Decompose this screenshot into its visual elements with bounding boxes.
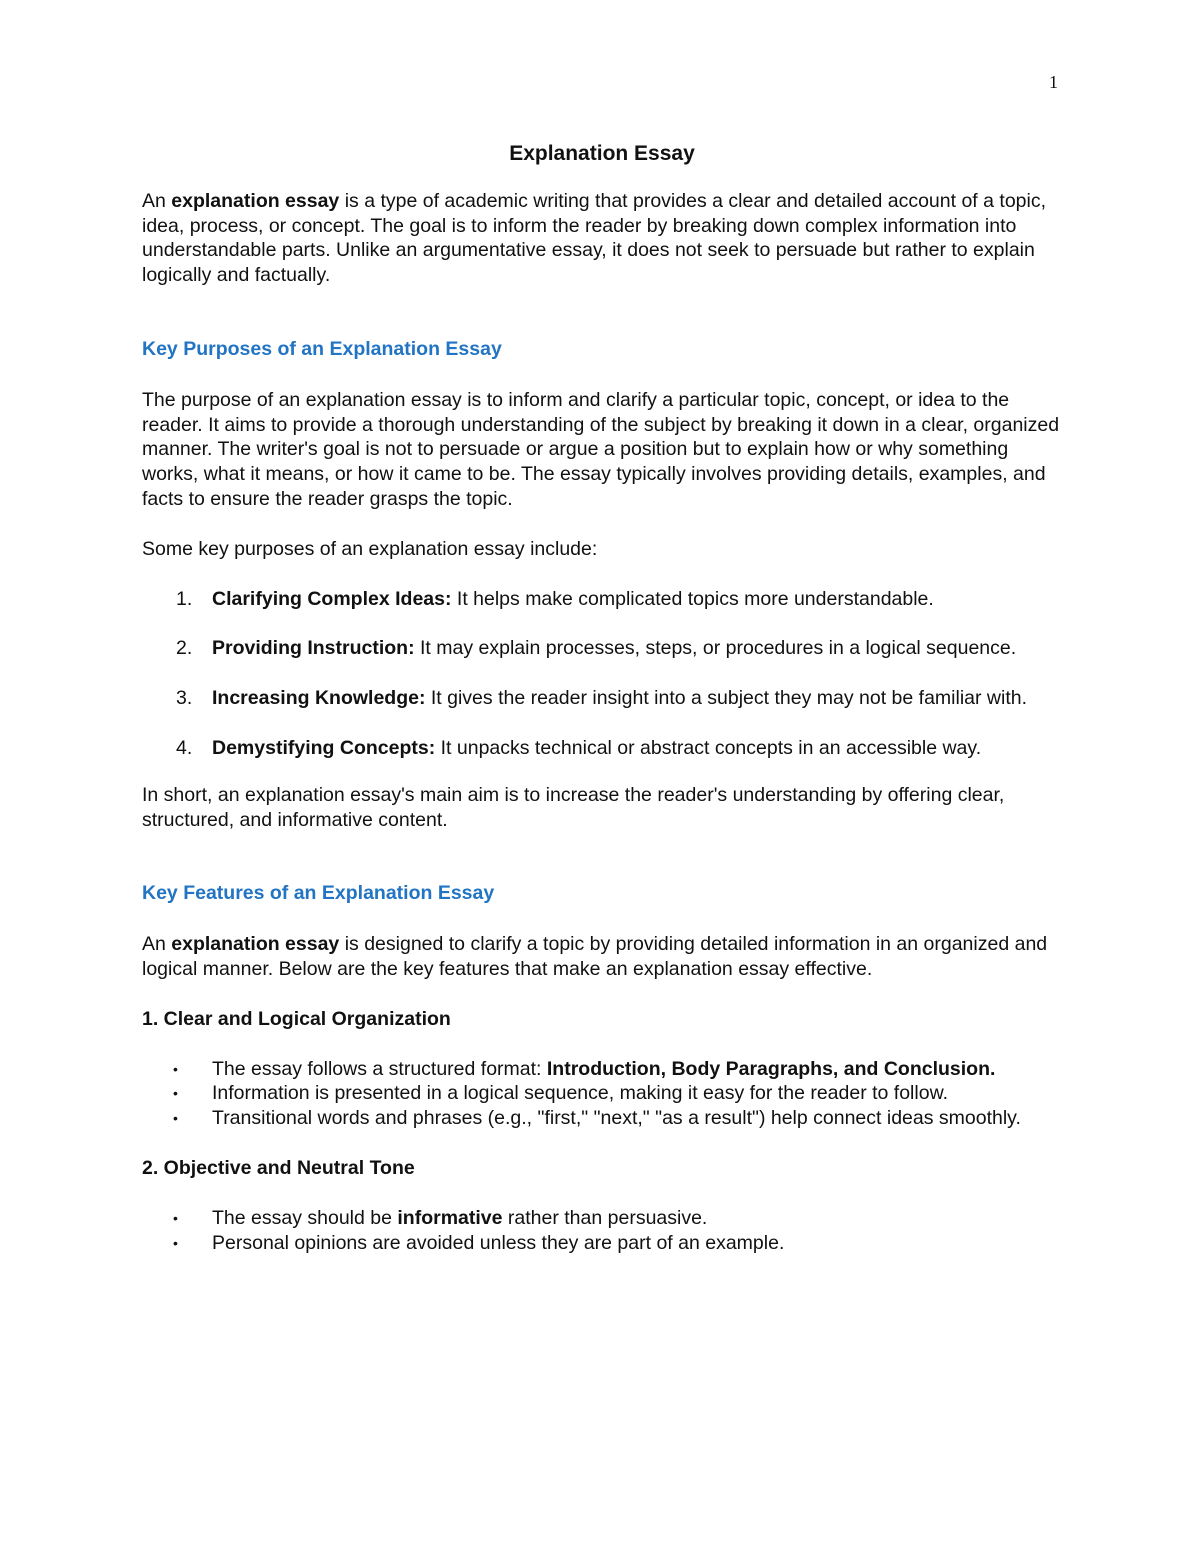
list-text: It gives the reader insight into a subject they may not be familiar with. <box>425 687 1028 710</box>
bullet-item <box>142 1231 1062 1256</box>
bullet-text: Information is presented in a logical sequence, making it easy for the reader to follow. <box>212 1082 948 1105</box>
bullet-item <box>142 1081 1062 1106</box>
page-title: Explanation Essay <box>509 142 695 165</box>
subheading-organization: 1. Clear and Logical Organization <box>142 1007 451 1030</box>
purposes-list <box>142 587 1062 761</box>
list-item <box>142 636 1062 661</box>
list-text: It helps make complicated topics more understandable. <box>451 587 934 610</box>
bullet-icon: • <box>173 1085 178 1102</box>
features-intro <box>142 932 1062 982</box>
list-number: 4. <box>176 736 193 759</box>
tone-bullets <box>142 1206 1062 1256</box>
bullet-end: rather than persuasive. <box>502 1206 708 1229</box>
intro-paragraph <box>142 189 1062 288</box>
purposes-closing: In short, an explanation essay's main aim is to increase the reader's understanding by offering clear, structured, and informative content. <box>142 783 1005 831</box>
page-number: 1 <box>1049 72 1058 92</box>
list-number: 1. <box>176 587 193 610</box>
bullet-bold: Introduction, Body Paragraphs, and Conclusion <box>546 1057 991 1080</box>
list-number: 3. <box>176 687 193 710</box>
intro-bold-term: explanation essay <box>171 189 340 212</box>
bullet-item <box>142 1106 1062 1131</box>
features-heading: Key Features of an Explanation Essay <box>142 882 495 905</box>
bullet-icon: • <box>173 1209 178 1226</box>
bullet-item <box>142 1206 1062 1231</box>
list-term: Clarifying Complex Ideas: <box>212 587 452 610</box>
purposes-heading: Key Purposes of an Explanation Essay <box>142 337 502 360</box>
organization-bullets <box>142 1057 1062 1131</box>
features-intro-start: An <box>142 933 172 956</box>
list-number: 2. <box>176 637 193 660</box>
purposes-lead: Some key purposes of an explanation essay include: <box>142 537 598 560</box>
bullet-text: Personal opinions are avoided unless they are part of an example. <box>212 1231 785 1254</box>
features-intro-end: is designed to clarify a topic by providing detailed information in an organized and logical manner. Below are the key features that make an explanation essay effective. <box>142 933 1048 980</box>
bullet-icon: • <box>173 1234 178 1251</box>
list-term: Increasing Knowledge: <box>212 687 426 710</box>
bullet-text: Transitional words and phrases (e.g., "first," "next," "as a result") help connect ideas smoothly. <box>212 1107 1021 1130</box>
list-item <box>142 587 1062 612</box>
bullet-icon: • <box>173 1110 178 1127</box>
bullet-text: The essay should be <box>212 1206 398 1229</box>
purposes-paragraph: The purpose of an explanation essay is to inform and clarify a particular topic, concept, or idea to the reader. It aims to provide a thorough understanding of the subject by breaking it down in a clear, organized manner. The writer's goal is not to persuade or argue a position but to explain how or why something works, what it means, or how it came to be. The essay typically involves providing details, examples, and facts to ensure the reader grasps the topic. <box>142 388 1060 510</box>
list-item <box>142 736 1062 761</box>
list-term: Demystifying Concepts: <box>212 736 436 759</box>
features-intro-bold: explanation essay <box>171 933 340 956</box>
list-item <box>142 686 1062 711</box>
bullet-item <box>142 1057 1062 1082</box>
bullet-bold: informative <box>397 1206 503 1229</box>
list-text: It unpacks technical or abstract concepts in an accessible way. <box>435 736 982 759</box>
intro-text-start: An <box>142 189 172 212</box>
bullet-icon: • <box>173 1060 178 1077</box>
bullet-text: The essay follows a structured format: <box>212 1057 547 1080</box>
document-body <box>142 142 1062 1280</box>
list-term: Providing Instruction: <box>212 637 415 660</box>
list-text: It may explain processes, steps, or procedures in a logical sequence. <box>414 637 1017 660</box>
bullet-end: . <box>990 1057 996 1080</box>
intro-text-end: is a type of academic writing that provides a clear and detailed account of a topic, idea, process, or concept. The goal is to inform the reader by breaking down complex information into understandable parts. Unlike an argumentative essay, it does not seek to persuade but rather to explain logically and factually. <box>142 189 1047 287</box>
subheading-tone: 2. Objective and Neutral Tone <box>142 1156 415 1179</box>
